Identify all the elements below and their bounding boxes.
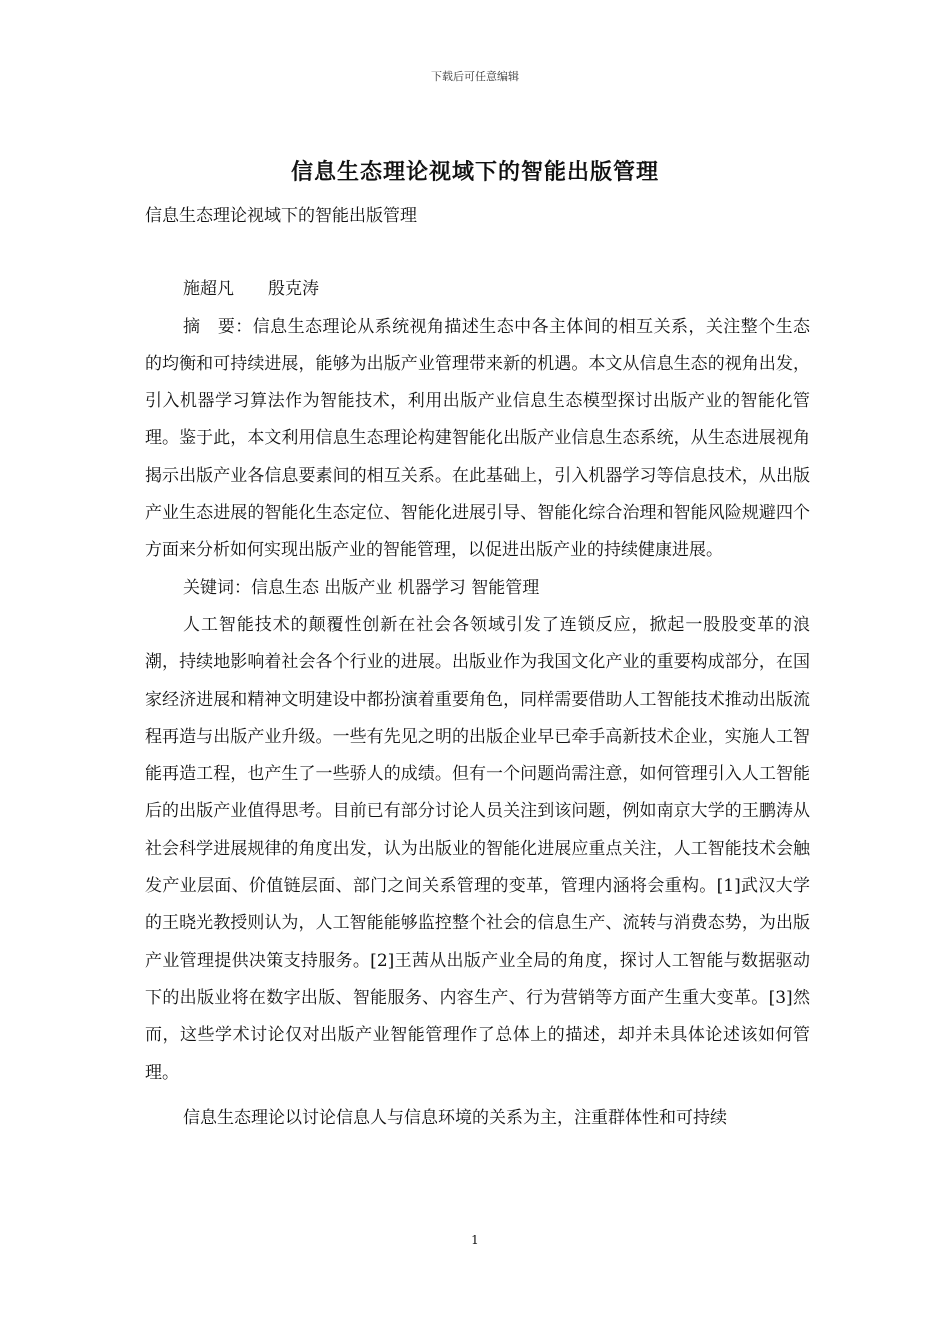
document-title: 信息生态理论视域下的智能出版管理 [290, 159, 659, 185]
keywords-line: 关键词：信息生态 出版产业 机器学习 智能管理 [183, 577, 540, 598]
document-subtitle: 信息生态理论视域下的智能出版管理 [145, 206, 417, 226]
authors-line: 施超凡 殷克涛 [183, 279, 319, 300]
body-paragraph-2: 信息生态理论以讨论信息人与信息环境的关系为主，注重群体性和可持续 [183, 1107, 727, 1128]
page-number: 1 [471, 1233, 479, 1247]
header-note: 下载后可任意编辑 [431, 70, 519, 83]
body-paragraph-1: 人工智能技术的颠覆性创新在社会各领域引发了连锁反应，掀起一股股变革的浪潮，持续地影响着社会各个行业的进展。出版业作为我国文化产业的重要构成部分，在国家经济进展和精神文明建设中都扮演着重要角色，同样需要借助人工智能技术推动出版流程再造与出版产业升级。一些有先见之明的出版企业早已牵手高新技术企业，实施人工智能再造工程，也产生了一些骄人的成绩。但有一个问题尚需注意，如何管理引入人工智能后的出版产业值得思考。目前已有部分讨论人员关注到该问题，例如南京大学的王鹏涛从社会科学进展规律的角度出发，认为出版业的智能化进展应重点关注，人工智能技术会触发产业层面、价值链层面、部门之间关系管理的变革，管理内涵将会重构。[1]武汉大学的王晓光教授则认为，人工智能能够监控整个社会的信息生产、流转与消费态势，为出版产业管理提供决策支持服务。[2]王茜从出版产业全局的角度，探讨人工智能与数据驱动下的出版业将在数字出版、智能服务、内容生产、行为营销等方面产生重大变革。[3]然而，这些学术讨论仅对出版产业智能管理作了总体上的描述，却并未具体论述该如何管理。 [145, 614, 810, 1083]
document-body [145, 198, 810, 1137]
abstract-paragraph: 摘 要：信息生态理论从系统视角描述生态中各主体间的相互关系，关注整个生态的均衡和可持续进展，能够为出版产业管理带来新的机遇。本文从信息生态的视角出发，引入机器学习算法作为智能技术，利用出版产业信息生态模型探讨出版产业的智能化管理。鉴于此，本文利用信息生态理论构建智能化出版产业信息生态系统，从生态进展视角揭示出版产业各信息要素间的相互关系。在此基础上，引入机器学习等信息技术，从出版产业生态进展的智能化生态定位、智能化进展引导、智能化综合治理和智能风险规避四个方面来分析如何实现出版产业的智能管理，以促进出版产业的持续健康进展。 [145, 316, 810, 561]
